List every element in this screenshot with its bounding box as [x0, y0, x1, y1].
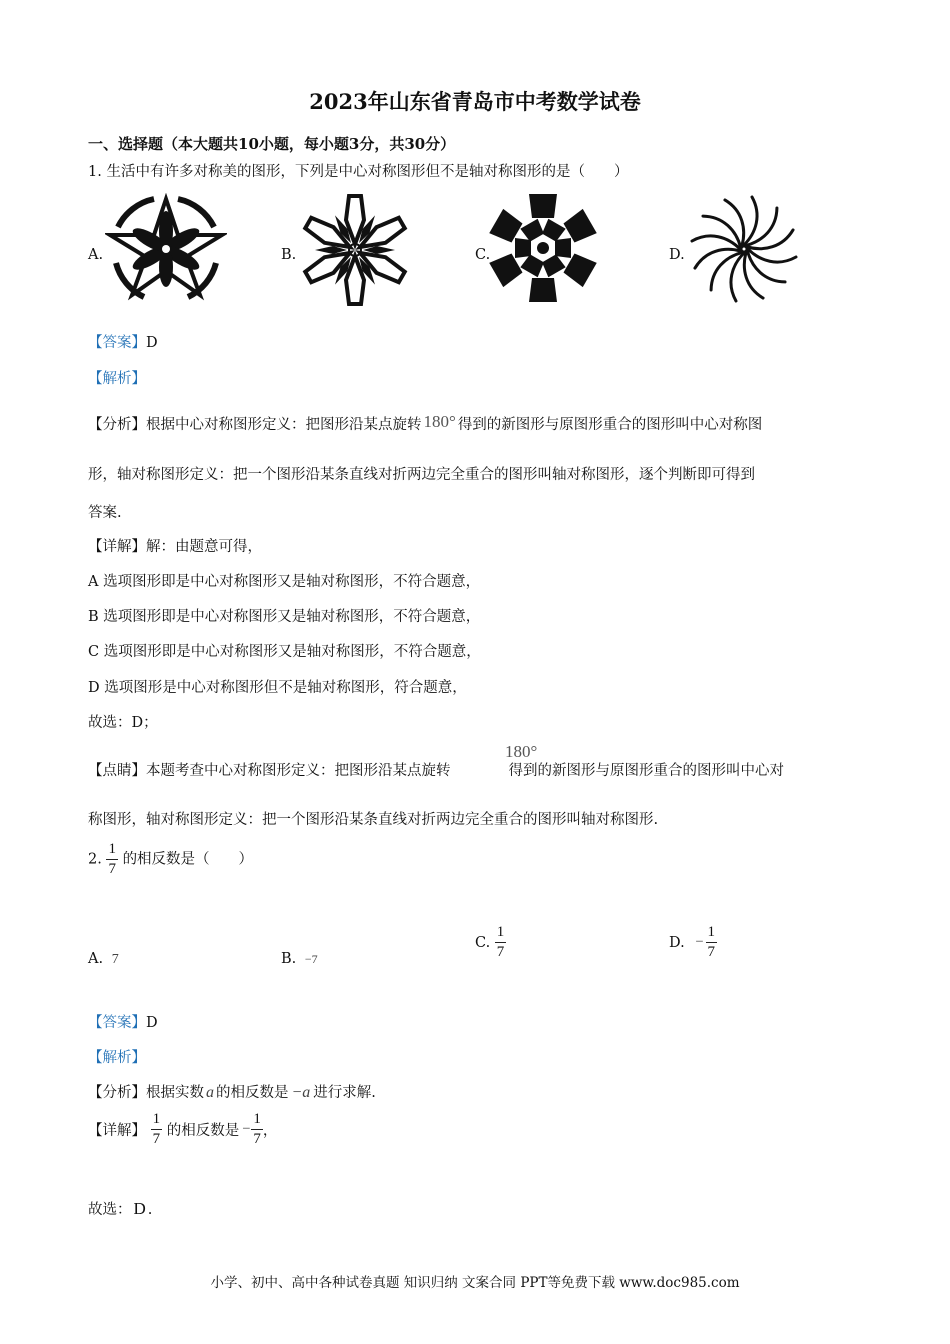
q1-fenxi-line1: [88, 412, 762, 434]
variable-a: a: [206, 1084, 214, 1101]
q1-figure-a: [105, 193, 227, 305]
q2-option-c-label: C.: [475, 934, 491, 951]
choose-end: .: [147, 1202, 153, 1218]
q1-answer: [88, 331, 158, 352]
minus-sign: −: [242, 1121, 251, 1137]
q2-option-b-value: −7: [304, 952, 318, 966]
dianjing-tag: 【点睛】: [88, 763, 146, 779]
q2-xiangjie-neg-fraction: [251, 1112, 263, 1147]
q2-analysis-tag: 【解析】: [88, 1050, 146, 1066]
fenxi-text-3: 进行求解.: [313, 1085, 376, 1101]
xiangjie-text: 解：由题意可得，: [146, 539, 262, 555]
fenxi-tag: 【分析】: [88, 417, 146, 433]
q2-choose: [88, 1198, 152, 1219]
frac-numerator: 1: [496, 924, 505, 940]
q2-number: 2.: [88, 851, 102, 868]
q1-figure-d: [686, 193, 802, 305]
q1-dianjing-line2: 称图形，轴对称图形定义：把一个图形沿某条直线对折两边完全重合的图形叫轴对称图形.: [88, 812, 659, 828]
page-title: 2023年山东省青岛市中考数学试卷: [309, 89, 641, 114]
fenxi-text-2: 的相反数是: [216, 1085, 289, 1101]
q2-xiangjie: [88, 1112, 277, 1147]
frac-numerator: 1: [253, 1111, 261, 1127]
q2-stem: [88, 842, 253, 877]
q2-xiangjie-fraction: [151, 1112, 163, 1147]
frac-numerator: 1: [108, 841, 116, 857]
q2-option-a-value: 7: [111, 952, 119, 967]
frac-denominator: 7: [707, 944, 716, 960]
frac-denominator: 7: [496, 944, 505, 960]
dianjing-text-1: 本题考查中心对称图形定义：把图形沿某点旋转: [146, 763, 451, 779]
q2-option-d-label: D.: [669, 934, 685, 951]
q2-stem-tail: 的相反数是（ ）: [122, 851, 254, 868]
q1-option-b-label: B.: [281, 247, 297, 263]
xiangjie-tag: 【详解】: [88, 539, 146, 555]
answer-value: D: [146, 1015, 158, 1031]
xiangjie-end: ，: [262, 1123, 278, 1139]
fenxi-tag: 【分析】: [88, 1085, 146, 1101]
q1-line-d: D 选项图形是中心对称图形但不是轴对称图形，符合题意，: [88, 680, 467, 696]
section-heading: 一、选择题（本大题共10小题，每小题3分，共30分）: [88, 135, 456, 153]
degree-180-raised: 180°: [505, 742, 538, 761]
q1-choose: 故选：D；: [88, 715, 158, 731]
q1-option-a-label: A.: [88, 247, 104, 263]
q2-fenxi: [88, 1081, 376, 1102]
q2-answer: [88, 1011, 158, 1032]
q1-option-c-label: C.: [475, 247, 491, 263]
q2-option-a: [88, 951, 119, 968]
q2-fraction: [106, 842, 118, 877]
fenxi-text-1: 根据中心对称图形定义：把图形沿某点旋转: [146, 417, 422, 433]
q2-option-d: [669, 925, 717, 960]
q1-line-c: C 选项图形即是中心对称图形又是轴对称图形，不符合题意，: [88, 644, 481, 660]
answer-tag: 【答案】: [88, 1015, 146, 1031]
fenxi-text-1: 根据实数: [146, 1085, 204, 1101]
frac-numerator: 1: [152, 1111, 161, 1127]
xiangjie-tag: 【详解】: [88, 1123, 146, 1139]
xiangjie-text: 的相反数是: [166, 1123, 240, 1139]
q1-analysis-tag: 【解析】: [88, 371, 146, 387]
choose-prefix: 故选：: [88, 1202, 132, 1218]
q1-fenxi-line3: 答案.: [88, 505, 122, 521]
q1-line-a: A 选项图形即是中心对称图形又是轴对称图形，不符合题意，: [88, 574, 481, 590]
q2-option-c-fraction: [495, 925, 507, 960]
q1-fenxi-line2: 形，轴对称图形定义：把一个图形沿某条直线对折两边完全重合的图形叫轴对称图形，逐个判断即可得到: [88, 467, 755, 483]
answer-value: D: [146, 335, 158, 351]
q1-figure-b: [297, 192, 413, 308]
frac-denominator: 7: [108, 861, 116, 877]
frac-denominator: 7: [152, 1131, 161, 1147]
negative-a: −a: [291, 1084, 311, 1101]
minus-sign: −: [695, 934, 704, 950]
q1-dianjing-line1: [88, 759, 784, 780]
frac-numerator: 1: [707, 924, 716, 940]
q1-stem: 1. 生活中有许多对称美的图形，下列是中心对称图形但不是轴对称图形的是（ ）: [88, 164, 629, 180]
q2-option-b: [281, 951, 318, 967]
answer-tag: 【答案】: [88, 335, 146, 351]
dianjing-text-2: 得到的新图形与原图形重合的图形叫中心对: [508, 763, 784, 779]
q1-xiangjie: [88, 535, 262, 556]
fenxi-text-2: 得到的新图形与原图形重合的图形叫中心对称图: [457, 417, 763, 433]
q1-option-d-label: D.: [669, 247, 685, 263]
q2-option-a-label: A.: [88, 951, 104, 967]
choose-value: D: [133, 1199, 146, 1218]
q2-option-d-fraction: [706, 925, 718, 960]
frac-denominator: 7: [253, 1131, 261, 1147]
q1-line-b: B 选项图形即是中心对称图形又是轴对称图形，不符合题意，: [88, 609, 481, 625]
degree-180: 180°: [423, 412, 456, 431]
q2-option-c: [475, 925, 506, 960]
page-footer: 小学、初中、高中各种试卷真题 知识归纳 文案合同 PPT等免费下载 www.doc985.com: [210, 1275, 740, 1291]
q2-option-b-label: B.: [281, 951, 297, 967]
q1-figure-c: [489, 190, 597, 306]
